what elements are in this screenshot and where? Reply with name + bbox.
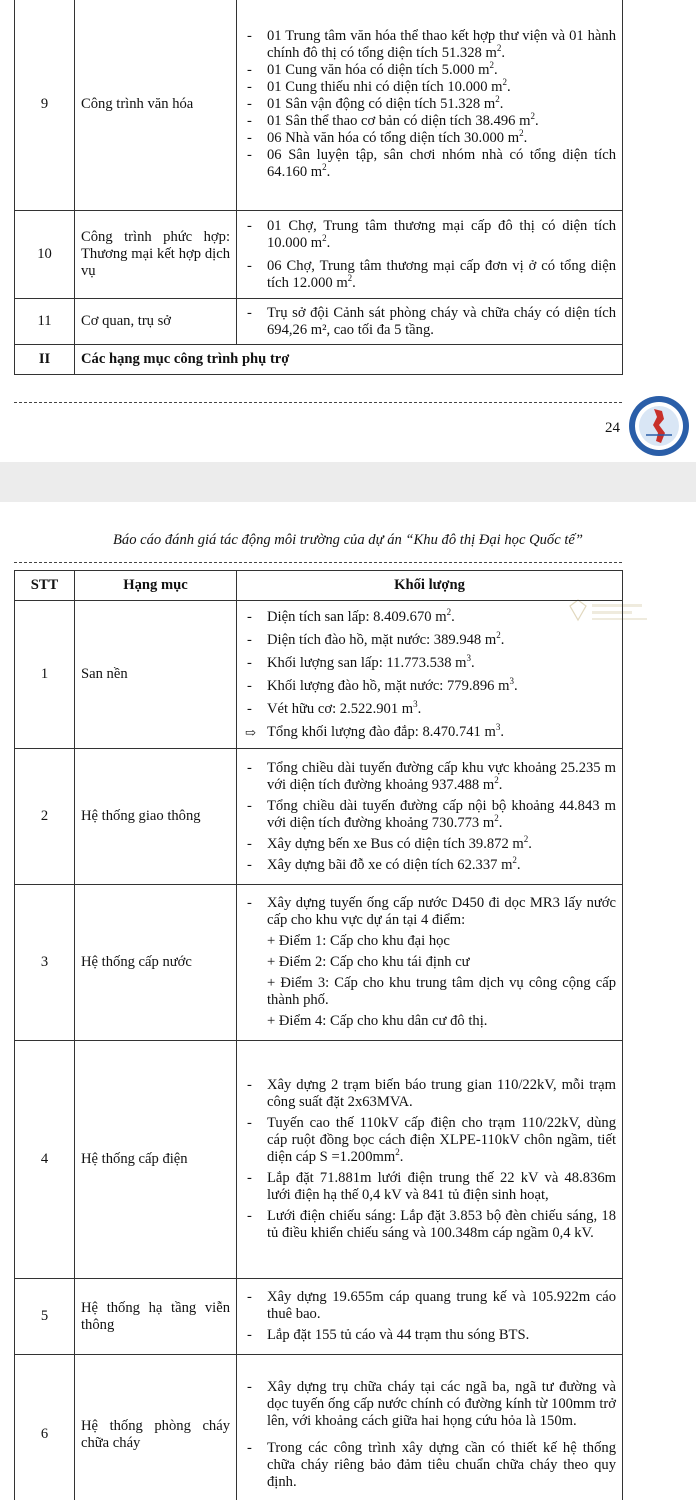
row-category: Hệ thống cấp điện — [75, 1041, 237, 1279]
row-stt: 9 — [15, 0, 75, 211]
table-row — [15, 299, 623, 345]
total-item: ⇨ Tổng khối lượng đào đắp: 8.470.741 $m^3$. — [245, 721, 616, 744]
list-item: 01 Chợ, Trung tâm thương mại cấp đô thị có diện tích 10.000 m — [267, 217, 616, 251]
list-item: Khối lượng đào hồ, mặt nước: 779.896 m — [267, 677, 510, 694]
row-stt: 2 — [15, 749, 75, 885]
row-category: Hệ thống hạ tầng viễn thông — [75, 1279, 237, 1355]
row-items: - Xây dựng 2 trạm biến báo trung gian 110/22kV, mỗi trạm công suất đặt 2x63MVA. - Tuyến cao thế 110kV cấp điện cho trạm 110/22kV, dùng cáp ruột đồng bọc cách điện XLPE-110kV chôn ngầm, tiết diện cáp $S =1.200mm^2$. - Lắp đặt 71.881m lưới điện trung thế 22 kV và 48.836m lưới điện hạ thế 0,4 kV và 841 tủ điện sinh hoạt, - Lưới điện chiếu sáng: Lắp đặt 3.853 bộ đèn chiếu sáng, 18 tủ điều khiển chiếu sáng và 100.348m cáp ngầm 0,4 kV. — [237, 1041, 623, 1279]
row-category: Hệ thống cấp nước — [75, 885, 237, 1041]
list-item: Diện tích đào hồ, mặt nước: 389.948 m — [267, 631, 497, 648]
row-stt: 6 — [15, 1355, 75, 1500]
header-volume: Khối lượng — [237, 571, 623, 601]
header-stt: STT — [15, 571, 75, 601]
section-row — [15, 345, 623, 375]
table-continued — [14, 0, 623, 375]
row-items: - 01 Chợ, Trung tâm thương mại cấp đô thị có diện tích 10.000 $m^2$. - 06 Chợ, Trung tâm thương mại cấp đơn vị ở có tổng diện tích 12.000 $m^2$. — [237, 211, 623, 299]
row-category: Công trình văn hóa — [75, 0, 237, 211]
row-items — [237, 299, 623, 345]
list-item: Xây dựng bến xe Bus có diện tích 39.872 m — [267, 835, 524, 852]
list-item: Diện tích san lấp: 8.409.670 m — [267, 608, 447, 625]
table-row — [15, 749, 623, 885]
table-row — [15, 885, 623, 1041]
table-row — [15, 1041, 623, 1279]
list-item: 06 Sân luyện tập, sân chơi nhóm nhà có tổng diện tích 64.160 m — [267, 147, 616, 180]
list-item: Tổng chiều dài tuyến đường cấp khu vực khoảng 25.235 m với diện tích đường khoảng 937.488 m — [267, 759, 616, 793]
list-item: - Lưới điện chiếu sáng: Lắp đặt 3.853 bộ đèn chiếu sáng, 18 tủ điều khiển chiếu sáng và 100.348m cáp ngầm 0,4 kV. — [245, 1208, 616, 1242]
list-item: Tổng khối lượng đào đắp: 8.470.741 m — [267, 723, 496, 740]
list-item: - Xây dựng 19.655m cáp quang trung kế và 105.922m cáo thuê bao. — [245, 1289, 616, 1323]
list-item: Xây dựng bãi đỗ xe có diện tích 62.337 m — [267, 856, 513, 873]
volume-table — [14, 570, 623, 1500]
list-item: 06 Nhà văn hóa có tổng diện tích 30.000 m — [267, 130, 520, 146]
row-stt: 10 — [15, 211, 75, 299]
row-stt: 4 — [15, 1041, 75, 1279]
table-header-row — [15, 571, 623, 601]
table-row — [15, 0, 623, 211]
list-item: - Xây dựng 2 trạm biến báo trung gian 110/22kV, mỗi trạm công suất đặt 2x63MVA. — [245, 1077, 616, 1111]
list-item: Tổng chiều dài tuyến đường cấp nội bộ khoảng 44.843 m với diện tích đường khoảng 730.773 m — [267, 797, 616, 831]
header-category: Hạng mục — [75, 571, 237, 601]
row-items — [237, 1355, 623, 1500]
table-row — [15, 1279, 623, 1355]
page-25 — [0, 502, 696, 1500]
section-label: Các hạng mục công trình phụ trợ — [75, 345, 623, 375]
row-stt: 11 — [15, 299, 75, 345]
footer-divider — [14, 402, 622, 403]
section-stt: II — [15, 345, 75, 375]
table-row — [15, 211, 623, 299]
list-item: - Trong các công trình xây dựng cần có thiết kế hệ thống chữa cháy riêng bảo đảm tiêu chuẩn chữa cháy theo quy định. — [245, 1440, 616, 1491]
row-stt: 3 — [15, 885, 75, 1041]
row-items: - 01 Trung tâm văn hóa thể thao kết hợp thư viện và 01 hành chính đô thị có tổng diện tích 51.328 $m^2$. - 01 Cung văn hóa có diện tích 5.000 $m^2$. - 01 Cung thiếu nhi có diện tích 10.000 $m^2$. - 01 Sân vận động có diện tích 51.328 $m^2$. - 01 Sân thể thao cơ bản có diện tích 38.496 $m^2$. - 06 Nhà văn hóa có tổng diện tích 30.000 $m^2$. - 06 Sân luyện tập, sân chơi nhóm nhà có tổng diện tích 64.160 $m^2$. — [237, 0, 623, 211]
page-24 — [0, 0, 696, 462]
header-divider — [14, 562, 622, 563]
list-item: 01 Cung văn hóa có diện tích 5.000 m — [267, 62, 490, 78]
list-item: + Điểm 2: Cấp cho khu tái định cư — [267, 954, 470, 970]
list-item: - Lắp đặt 71.881m lưới điện trung thế 22 kV và 48.836m lưới điện hạ thế 0,4 kV và 841 tủ điện sinh hoạt, — [245, 1170, 616, 1204]
row-items — [237, 885, 623, 1041]
list-item: - Trụ sở đội Cảnh sát phòng cháy và chữa cháy có diện tích 694,26 m², cao tối đa 5 tầng. — [245, 305, 616, 339]
page-gap — [0, 462, 696, 502]
row-items: - Tổng chiều dài tuyến đường cấp khu vực khoảng 25.235 m với diện tích đường khoảng 937.488 $m^2$. - Tổng chiều dài tuyến đường cấp nội bộ khoảng 44.843 m với diện tích đường khoảng 730.773 $m^2$. - Xây dựng bến xe Bus có diện tích 39.872 $m^2$. - Xây dựng bãi đỗ xe có diện tích 62.337 $m^2$. — [237, 749, 623, 885]
row-category: San nền — [75, 601, 237, 749]
table-row — [15, 601, 623, 749]
list-item: + Điểm 4: Cấp cho khu dân cư đô thị. — [267, 1013, 488, 1029]
page-number: 24 — [605, 420, 620, 436]
list-item: - Xây dựng tuyến ống cấp nước D450 đi dọc MR3 lấy nước cấp cho khu vực dự án tại 4 điểm: — [245, 895, 616, 929]
page-header-caption: Báo cáo đánh giá tác động môi trường của dự án “Khu đô thị Đại học Quốc tế” — [112, 532, 583, 548]
row-stt: 5 — [15, 1279, 75, 1355]
list-item: Tuyến cao thế 110kV cấp điện cho trạm 110/22kV, dùng cáp ruột đồng bọc cách điện XLPE-110kV chôn ngầm, tiết diện cáp S =1.200mm — [267, 1115, 616, 1165]
row-stt: 1 — [15, 601, 75, 749]
company-seal-logo — [628, 395, 690, 457]
list-item: - Lắp đặt 155 tủ cáo và 44 trạm thu sóng BTS. — [245, 1327, 616, 1344]
list-item: 01 Trung tâm văn hóa thể thao kết hợp thư viện và 01 hành chính đô thị có tổng diện tích 51.328 m — [267, 28, 616, 61]
row-category: Hệ thống giao thông — [75, 749, 237, 885]
row-category: Cơ quan, trụ sở — [75, 299, 237, 345]
list-item: - Xây dựng trụ chữa cháy tại các ngã ba, ngã tư đường và dọc tuyến ống cấp nước chính có đường kính từ 100mm trở lên, với khoảng cách giữa hai họng cứu hỏa là 150m. — [245, 1379, 616, 1430]
row-category: Hệ thống phòng cháy chữa cháy — [75, 1355, 237, 1500]
table-row — [15, 1355, 623, 1500]
list-item: 01 Sân thể thao cơ bản có diện tích 38.496 m — [267, 113, 531, 129]
list-item: 01 Sân vận động có diện tích 51.328 m — [267, 96, 496, 112]
row-category: Công trình phức hợp: Thương mại kết hợp dịch vụ — [75, 211, 237, 299]
row-items: - Diện tích san lấp: 8.409.670 $m^2$. - Diện tích đào hồ, mặt nước: 389.948 $m^2$. - Khối lượng san lấp: 11.773.538 $m^3$. - Khối lượng đào hồ, mặt nước: 779.896 $m^3$. - Vét hữu cơ: 2.522.901 $m^3$. ⇨ Tổng khối lượng đào đắp: 8.470.741 $m^3$. — [237, 601, 623, 749]
list-item: Khối lượng san lấp: 11.773.538 m — [267, 654, 467, 671]
list-item: + Điểm 3: Cấp cho khu trung tâm dịch vụ công cộng cấp thành phố. — [267, 975, 616, 1008]
list-item: Vét hữu cơ: 2.522.901 m — [267, 700, 414, 717]
row-items — [237, 1279, 623, 1355]
list-item: + Điểm 1: Cấp cho khu đại học — [267, 933, 450, 949]
list-item: 06 Chợ, Trung tâm thương mại cấp đơn vị ở có tổng diện tích 12.000 m — [267, 257, 616, 291]
list-item: 01 Cung thiếu nhi có diện tích 10.000 m — [267, 79, 503, 95]
